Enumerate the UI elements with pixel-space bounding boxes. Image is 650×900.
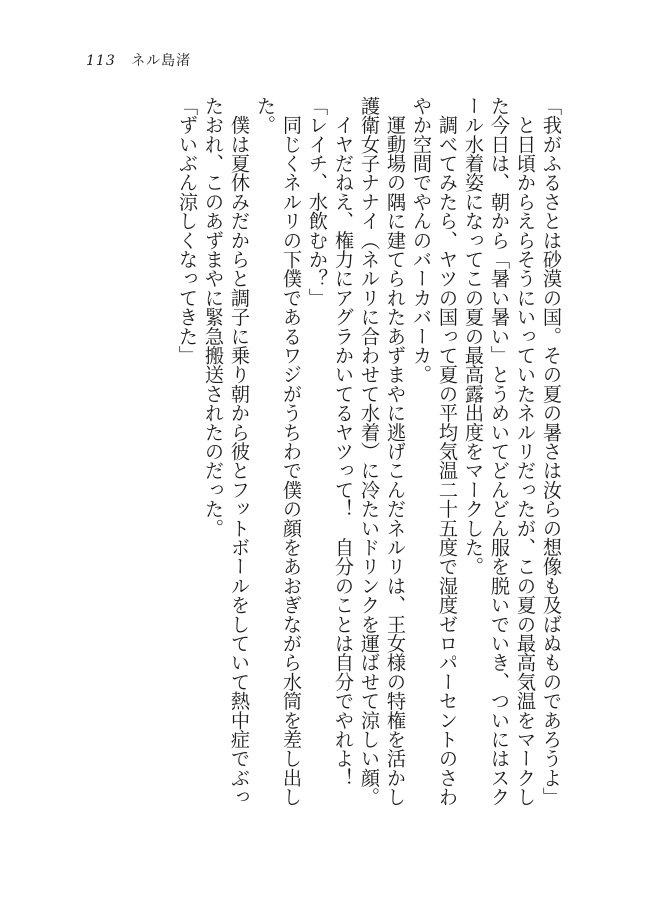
- paragraph-1: 「我がふるさとは砂漠の国。その夏の暑さは汝らの想像も及ばぬものであろうよ」: [540, 96, 563, 807]
- paragraph-8: 僕は夏休みだからと調子に乗り朝から彼とフットボールをしていて熱中症でぶったおれ、このあずまやに緊急搬送されたのだった。: [202, 96, 251, 807]
- paragraph-7: 同じくネルリの下僕であるワジがうちわで僕の顔をあおぎながら水筒を差し出した。: [254, 96, 303, 807]
- paragraph-9: 「ずいぶん涼しくなってきた」: [176, 96, 199, 365]
- chapter-title: ネル島渚: [131, 53, 192, 69]
- running-head: [86, 50, 191, 70]
- paragraph-5: イヤだねえ、権力にアグラかいてるヤツって！ 自分のことは自分でやれよ！: [332, 96, 355, 788]
- vertical-body-text: [64, 96, 564, 816]
- paragraph-2: と日頃からえらそうにいっていたネルリだったが、この夏の最高気温をマークした今日は、朝から「暑い暑い」とうめいてどんどん服を脱いでいき、ついにはスクール水着姿になってこの夏の最高露出度をマークした。: [462, 96, 537, 807]
- paragraph-4: 運動場の隅に建てられたあずまやに逃げこんだネルリは、王女様の特権を活かし護衛女子ナナイ（ネルリに合わせて水着）に冷たいドリンクを運ばせて涼しい顔。: [358, 96, 407, 807]
- paragraph-3: 調べてみたら、ヤツの国って夏の平均気温二十五度で湿度ゼロパーセントのさわやか空間でやんのバーカバーカ。: [410, 96, 459, 807]
- paragraph-6: 「レイチ、水飲むか？」: [306, 96, 329, 308]
- page-number: 113: [86, 53, 116, 69]
